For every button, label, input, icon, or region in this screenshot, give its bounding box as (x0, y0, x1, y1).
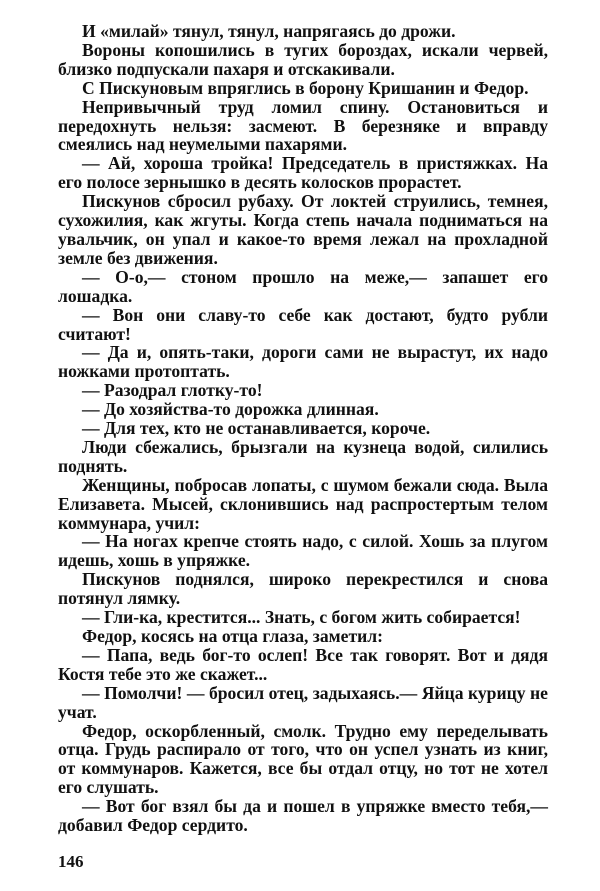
paragraph-10: — Разодрал глотку-то! (82, 380, 263, 401)
paragraph-20: — Помолчи! — бросил отец, задыхаясь.— Яйца курицу не учат. (58, 682, 548, 722)
page-number: 146 (58, 852, 84, 871)
paragraph-15: — На ногах крепче стоять надо, с силой. Хошь за плугом идешь, хошь в упряжке. (58, 531, 548, 571)
paragraph-9: — Да и, опять-таки, дороги сами не вырастут, их надо ножками протоптать. (58, 342, 548, 382)
paragraph-3: С Пискуновым впряглись в борону Кришанин и Федор. (82, 77, 529, 98)
paragraph-1: И «милай» тянул, тянул, напрягаясь до дрожи. (82, 21, 456, 41)
paragraph-18: Федор, косясь на отца глаза, заметил: (82, 626, 383, 646)
paragraph-21: Федор, оскорбленный, смолк. Трудно ему переделывать отца. Грудь распирало от того, что он успел узнать из книг, от коммунаров. Кажется, все бы отдал отцу, но тот не хотел его слушать. (58, 720, 548, 798)
paragraph-14: Женщины, побросав лопаты, с шумом бежали сюда. Выла Елизавета. Мысей, склонившись над распростертым телом коммунара, учил: (58, 474, 548, 533)
paragraph-17: — Гли-ка, крестится... Знать, с богом жить собирается! (82, 607, 521, 628)
paragraph-16: Пискунов поднялся, широко перекрестился и снова потянул лямку. (58, 569, 548, 609)
paragraph-2: Вороны копошились в тугих бороздах, искали червей, близко подпускали пахаря и отскакивали. (58, 39, 548, 79)
paragraph-7: — О-о,— стоном прошло на меже,— запашет его лошадка. (58, 266, 548, 306)
paragraph-22: — Вот бог взял бы да и пошел в упряжке вместо тебя,— добавил Федор сердито. (58, 796, 548, 836)
paragraph-13: Люди сбежались, брызгали на кузнеца водой, силились поднять. (58, 436, 548, 476)
paragraph-12: — Для тех, кто не останавливается, короче. (82, 418, 431, 439)
paragraph-19: — Папа, ведь бог-то ослеп! Все так говорят. Вот и дядя Костя тебе это же скажет... (58, 644, 548, 684)
paragraph-4: Непривычный труд ломил спину. Остановиться и передохнуть нельзя: засмеют. В березняке и вправду смеялись над неумелыми пахарями. (58, 96, 548, 155)
paragraph-5: — Ай, хороша тройка! Председатель в пристяжках. На его полосе зернышко в десять колосков прорастет. (58, 153, 548, 193)
paragraph-8: — Вон они славу-то себе как достают, будто рубли считают! (58, 304, 548, 344)
page-text (58, 22, 548, 835)
paragraph-11: — До хозяйства-то дорожка длинная. (82, 399, 379, 420)
paragraph-6: Пискунов сбросил рубаху. От локтей струились, темнея, сухожилия, как жгуты. Когда степь начала подниматься на увальчик, он упал и какое-то время лежал на прохладной земле без движения. (58, 191, 548, 268)
